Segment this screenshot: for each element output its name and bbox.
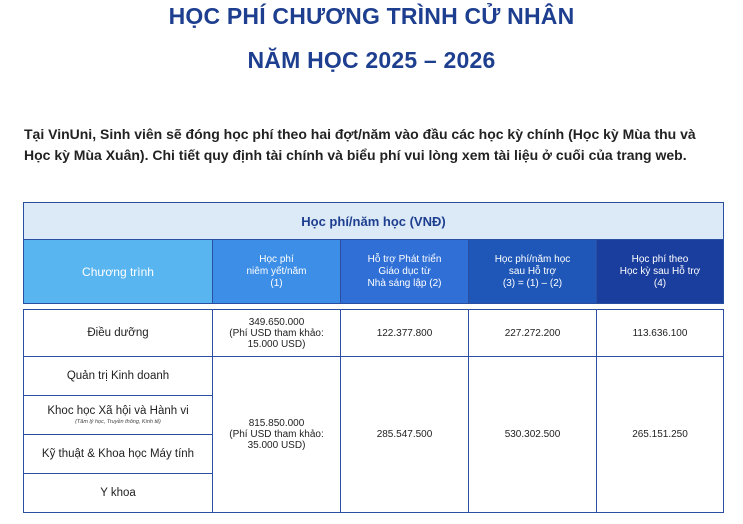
- program-name: Khoc học Xã hội và Hành vi (Tâm lý học, Truyền thông, Kinh tế): [24, 396, 213, 435]
- program-name: Kỹ thuật & Khoa học Máy tính: [24, 435, 213, 474]
- column-header-row: [24, 240, 724, 304]
- semester-fee: 265.151.250: [597, 357, 724, 513]
- program-name: Y khoa: [24, 474, 213, 513]
- listed-fee: 349.650.000 (Phí USD tham khảo: 15.000 USD): [213, 310, 341, 357]
- program-name: Quản trị Kinh doanh: [24, 357, 213, 396]
- col-header-founder-support: Hỗ trợ Phát triển Giáo dục từ Nhà sáng lập (2): [341, 240, 469, 304]
- table-row: [24, 310, 724, 357]
- intro-text: Tại VinUni, Sinh viên sẽ đóng học phí theo hai đợt/năm vào đầu các học kỳ chính (Học kỳ Mùa thu và Học kỳ Mùa Xuân). Chi tiết quy định tài chính và biểu phí vui lòng xem tài liệu ở cuối của trang web.: [24, 126, 696, 163]
- founder-support: 285.547.500: [341, 357, 469, 513]
- fee-after-support: 530.302.500: [469, 357, 597, 513]
- fee-after-support: 227.272.200: [469, 310, 597, 357]
- tuition-table: [23, 202, 724, 513]
- table-top-header: Học phí/năm học (VNĐ): [24, 203, 724, 240]
- page-subtitle: NĂM HỌC 2025 – 2026: [247, 47, 496, 73]
- col-header-semester-fee: Học phí theo Học kỳ sau Hỗ trợ (4): [597, 240, 724, 304]
- col-header-program: Chương trình: [24, 240, 213, 304]
- table-row: [24, 357, 724, 396]
- founder-support: 122.377.800: [341, 310, 469, 357]
- listed-fee: 815.850.000 (Phí USD tham khảo: 35.000 USD): [213, 357, 341, 513]
- col-header-listed-fee: Học phí niêm yết/năm (1): [213, 240, 341, 304]
- col-header-fee-after-support: Học phí/năm học sau Hỗ trợ (3) = (1) – (2): [469, 240, 597, 304]
- page-title: HỌC PHÍ CHƯƠNG TRÌNH CỬ NHÂN: [168, 3, 575, 29]
- program-note: (Tâm lý học, Truyền thông, Kinh tế): [75, 419, 161, 425]
- program-name: Điều dưỡng: [24, 310, 213, 357]
- semester-fee: 113.636.100: [597, 310, 724, 357]
